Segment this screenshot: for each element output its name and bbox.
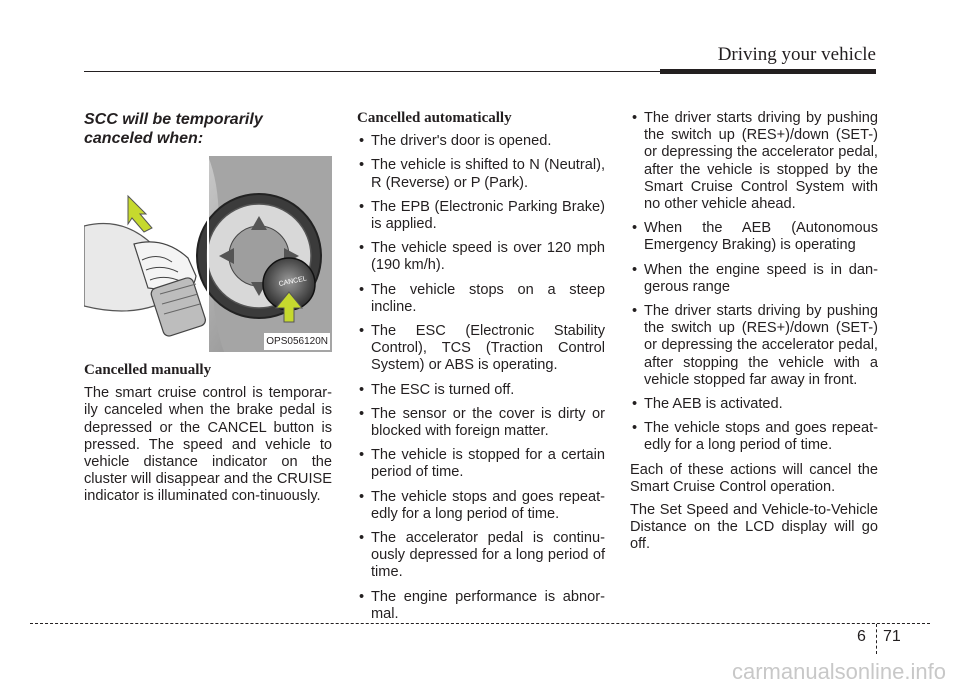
illustration-svg — [84, 156, 332, 352]
header-rule-accent — [660, 69, 876, 74]
column-right — [630, 110, 878, 560]
column-left — [84, 110, 332, 512]
list-item: • The vehicle stops on a steep incline. — [357, 282, 605, 316]
bullet-list-continued — [630, 110, 878, 455]
list-item: • The vehicle stops and goes repeat-edly for a long period of time. — [357, 489, 605, 523]
list-item: • The accelerator pedal is continu-ously depressed for a long period of time. — [357, 530, 605, 582]
page-number: 71 — [883, 628, 901, 645]
list-item: • When the AEB (Autonomous Emergency Braking) is operating — [630, 220, 878, 254]
chapter-number: 6 — [857, 628, 866, 645]
list-item: • The driver starts driving by pushing the switch up (RES+)/down (SET-) or depressing the accelerator pedal, after the vehicle is stopped by the Smart Cruise Control System with no other vehicle ahead. — [630, 110, 878, 213]
list-item: • The vehicle is stopped for a certain period of time. — [357, 447, 605, 481]
list-item: • When the engine speed is in dan-gerous range — [630, 262, 878, 296]
subheading-automatic: Cancelled automatically — [357, 110, 512, 126]
list-item: • The AEB is activated. — [630, 396, 878, 413]
list-item: • The driver's door is opened. — [357, 133, 605, 150]
watermark: carmanualsonline.info — [731, 659, 946, 684]
illustration-brake-cancel — [84, 156, 332, 352]
list-item: • The vehicle stops and goes repeat-edly for a long period of time. — [630, 420, 878, 454]
list-item: • The vehicle speed is over 120 mph (190 km/h). — [357, 240, 605, 274]
list-item: • The sensor or the cover is dirty or blocked with foreign matter. — [357, 406, 605, 440]
list-item: • The ESC is turned off. — [357, 382, 605, 399]
bullet-list-automatic — [357, 133, 605, 623]
footer-rule — [30, 623, 930, 624]
page-header-title: Driving your vehicle — [717, 44, 876, 65]
paragraph-cancel-note: Each of these actions will cancel the Smart Cruise Control operation. — [630, 461, 878, 495]
column-middle — [357, 110, 605, 630]
list-item: • The driver starts driving by pushing the switch up (RES+)/down (SET-) or depressing the accelerator pedal, after stopping the vehicle with a vehicle stopped far away in front. — [630, 303, 878, 389]
paragraph-display-note: The Set Speed and Vehicle-to-Vehicle Distance on the LCD display will go off. — [630, 502, 878, 553]
paragraph-manual: The smart cruise control is temporar-ily canceled when the brake pedal is depressed or the CANCEL button is pressed. The speed and vehicle to vehicle distance indicator on the cluster will disappear and the CRUISE indicator is illuminated con-tinuously. — [84, 385, 332, 505]
footer-divider — [876, 624, 877, 654]
list-item: • The vehicle is shifted to N (Neutral), R (Reverse) or P (Park). — [357, 157, 605, 191]
list-item: • The ESC (Electronic Stability Control), TCS (Traction Control System) or ABS is operating. — [357, 323, 605, 375]
cancel-button-label: CANCEL — [278, 275, 308, 289]
subheading-manual: Cancelled manually — [84, 362, 212, 378]
figure-code: OPS056120N — [264, 333, 330, 350]
list-item: • The EPB (Electronic Parking Brake) is applied. — [357, 199, 605, 233]
section-heading: SCC will be temporarily canceled when: — [84, 111, 263, 147]
list-item: • The engine performance is abnor-mal. — [357, 589, 605, 623]
